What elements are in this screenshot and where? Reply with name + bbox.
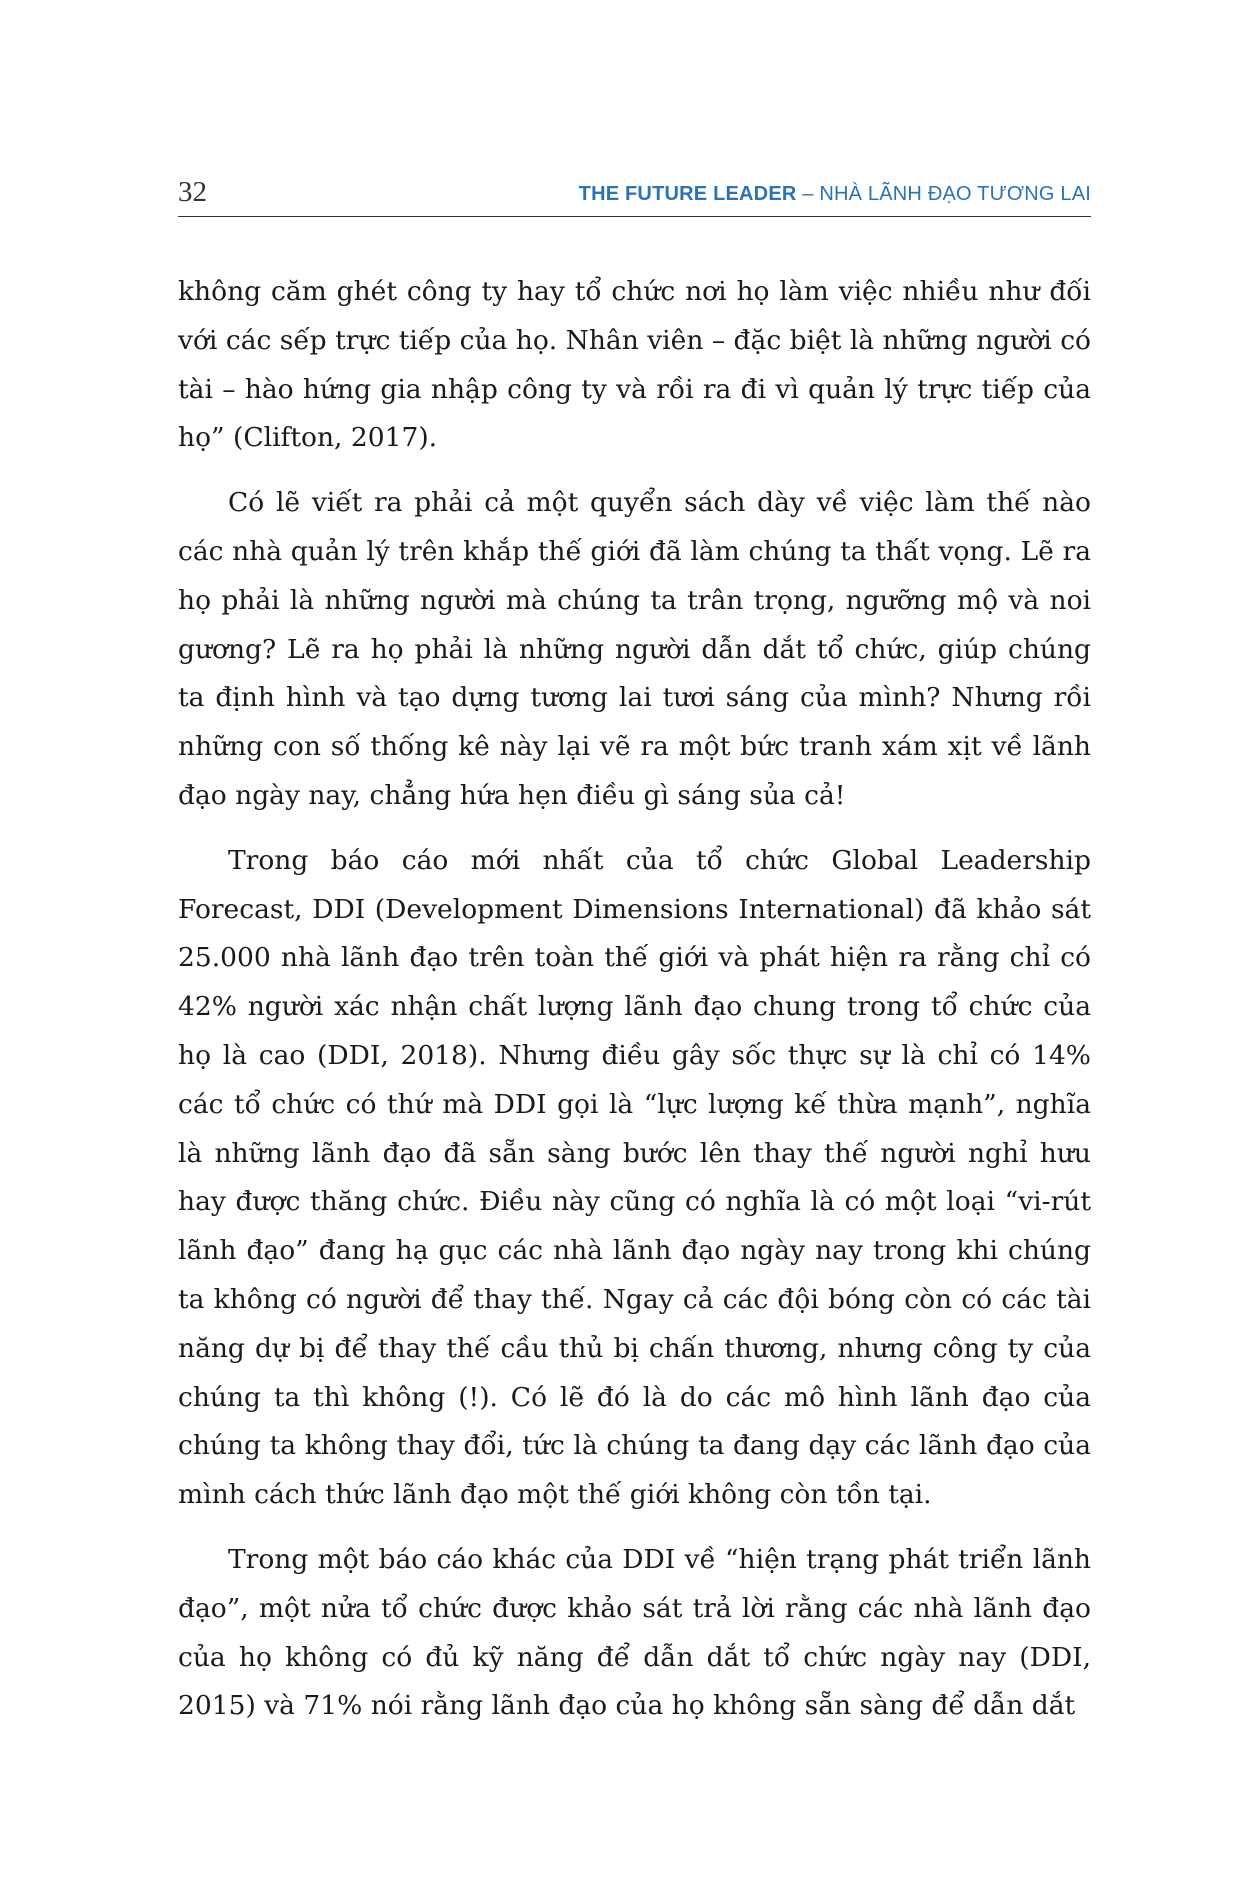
running-header <box>178 176 1091 217</box>
paragraph: Có lẽ viết ra phải cả một quyển sách dày về việc làm thế nào các nhà quản lý trên khắp thế giới đã làm chúng ta thất vọng. Lẽ ra họ phải là những người mà chúng ta trân trọng, ngưỡng mộ và noi gương? Lẽ ra họ phải là những người dẫn dắt tổ chức, giúp chúng ta định hình và tạo dựng tương lai tươi sáng của mình? Nhưng rồi những con số thống kê này lại vẽ ra một bức tranh xám xịt về lãnh đạo ngày nay, chẳng hứa hẹn điều gì sáng sủa cả! <box>178 487 1091 811</box>
book-title-separator: – <box>796 183 820 205</box>
book-title-sub: NHÀ LÃNH ĐẠO TƯƠNG LAI <box>819 183 1091 205</box>
book-title-main: THE FUTURE LEADER <box>578 183 797 205</box>
body-text <box>178 268 1091 1747</box>
paragraph-continuation: không căm ghét công ty hay tổ chức nơi họ làm việc nhiều như đối với các sếp trực tiếp của họ. Nhân viên – đặc biệt là những người có tài – hào hứng gia nhập công ty và rồi ra đi vì quản lý trực tiếp của họ” (Clifton, 2017). <box>178 276 1091 454</box>
page-number: 32 <box>178 176 207 208</box>
paragraph: Trong một báo cáo khác của DDI về “hiện trạng phát triển lãnh đạo”, một nửa tổ chức được khảo sát trả lời rằng các nhà lãnh đạo của họ không có đủ kỹ năng để dẫn dắt tổ chức ngày nay (DDI, 2015) và 71% nói rằng lãnh đạo của họ không sẵn sàng để dẫn dắt <box>178 1543 1091 1722</box>
paragraph: Trong báo cáo mới nhất của tổ chức Global Leadership Forecast, DDI (Development Dimensions International) đã khảo sát 25.000 nhà lãnh đạo trên toàn thế giới và phát hiện ra rằng chỉ có 42% người xác nhận chất lượng lãnh đạo chung trong tổ chức của họ là cao (DDI, 2018). Nhưng điều gây sốc thực sự là chỉ có 14% các tổ chức có thứ mà DDI gọi là “lực lượng kế thừa mạnh”, nghĩa là những lãnh đạo đã sẵn sàng bước lên thay thế người nghỉ hưu hay được thăng chức. Điều này cũng có nghĩa là có một loại “vi-rút lãnh đạo” đang hạ gục các nhà lãnh đạo ngày nay trong khi chúng ta không có người để thay thế. Ngay cả các đội bóng còn có các tài năng dự bị để thay thế cầu thủ bị chấn thương, nhưng công ty của chúng ta thì không (!). Có lẽ đó là do các mô hình lãnh đạo của chúng ta không thay đổi, tức là chúng ta đang dạy các lãnh đạo của mình cách thức lãnh đạo một thế giới không còn tồn tại. <box>178 844 1091 1511</box>
book-title <box>579 183 1091 206</box>
